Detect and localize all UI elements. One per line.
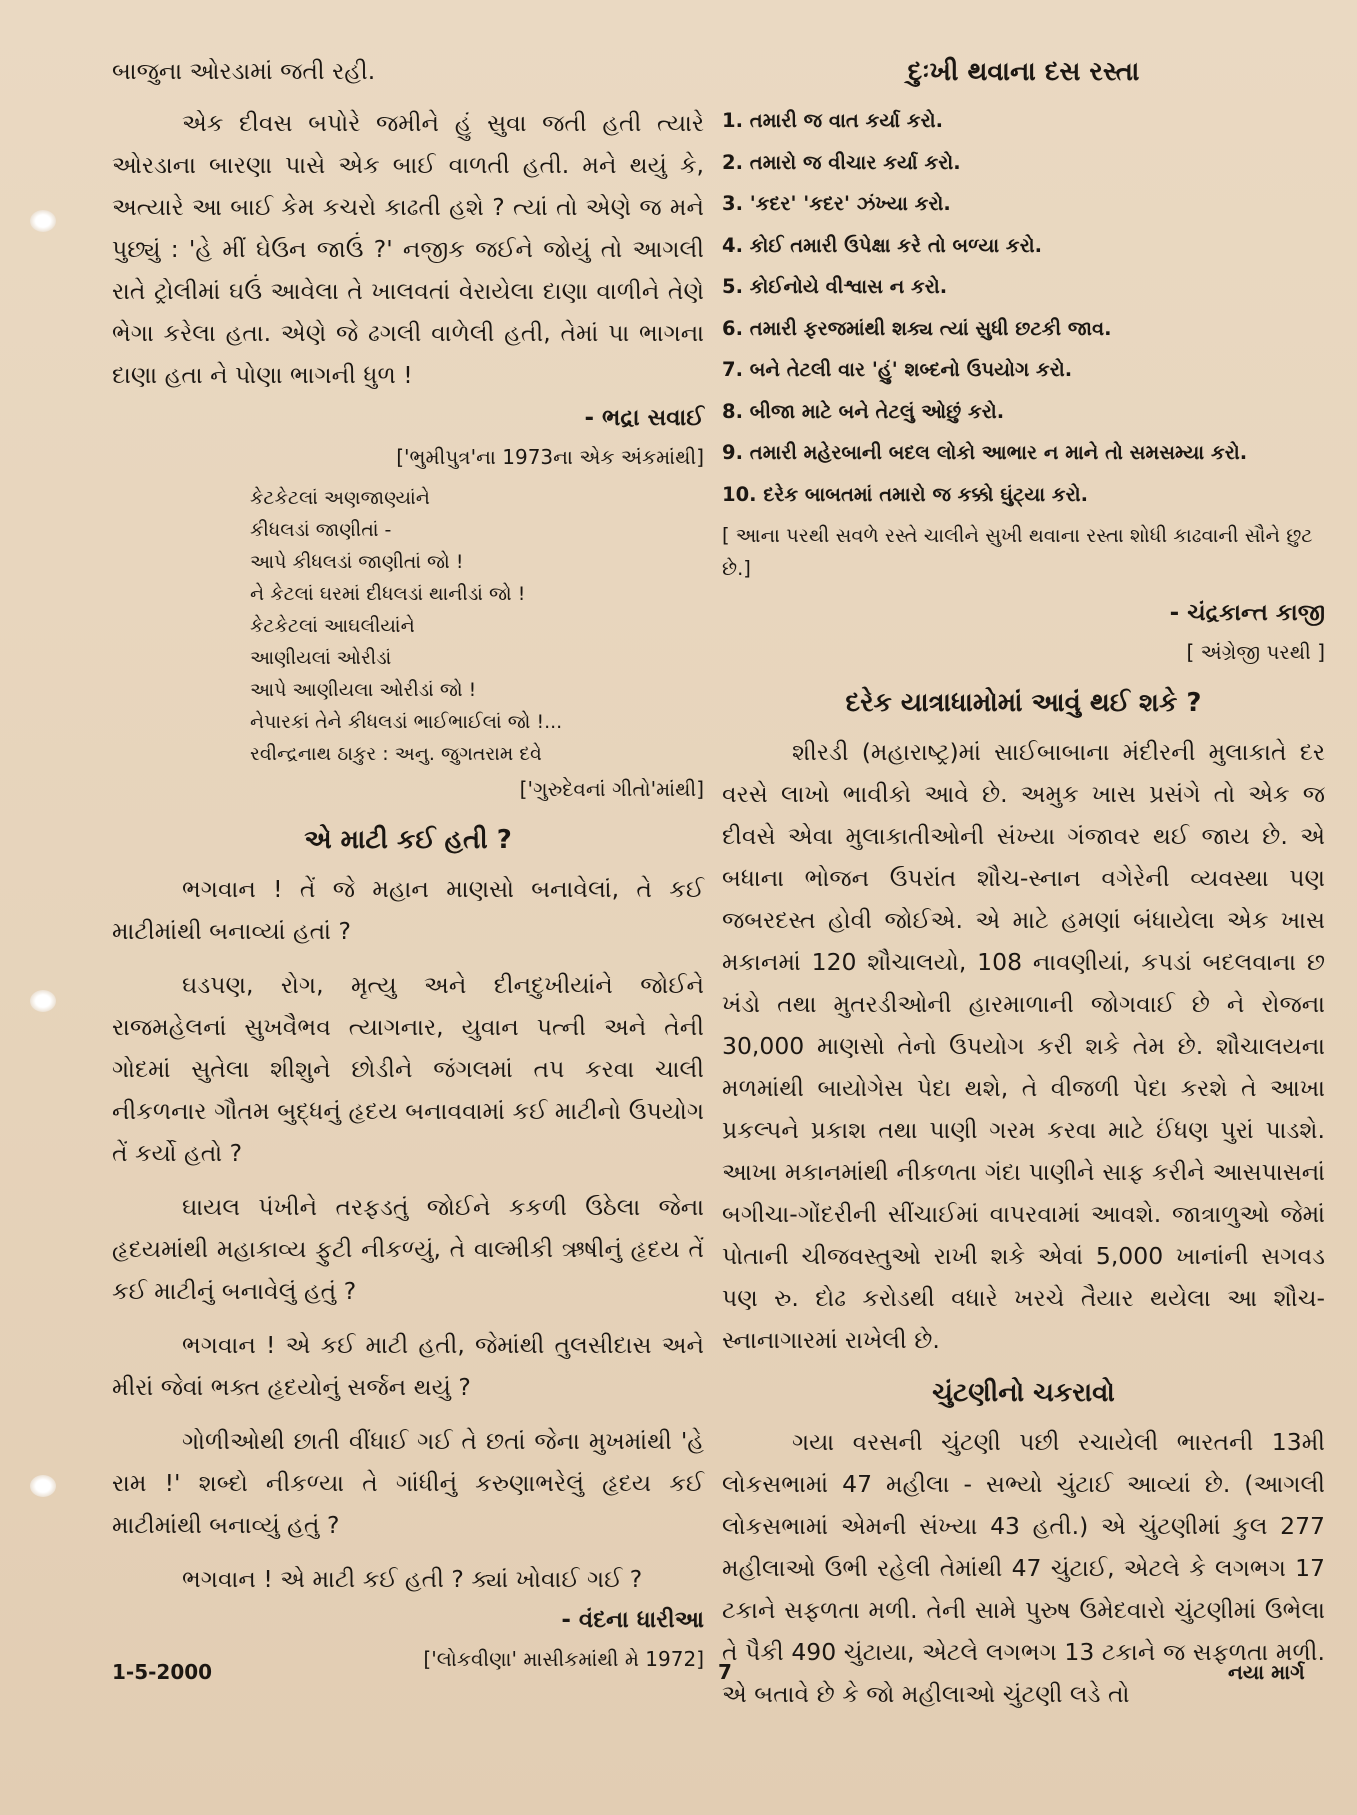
- list-item: 6. તમારી ફરજમાંથી શક્ય ત્યાં સુધી છટકી જાવ.: [722, 316, 1112, 340]
- list-item: 2. તમારો જ વીચાર કર્યા કરો.: [722, 150, 961, 174]
- paragraph: ઘાયલ પંખીને તરફડતું જોઈને કકળી ઉઠેલા જેના હૃદયમાંથી મહાકાવ્ય ફુટી નીકળ્યું, તે વાલ્મીકી ઋષીનું હૃદય તેં કઈ માટીનું બનાવેલું હતું ?: [112, 1193, 704, 1305]
- paragraph: ગયા વરસની ચુંટણી પછી રચાયેલી ભારતની 13મી લોકસભામાં 47 મહીલા - સભ્યો ચુંટાઈ આવ્યાં છે. (આગલી લોકસભામાં એમની સંખ્યા 43 હતી.) એ ચુંટણીમાં કુલ 277 મહીલાઓ ઉભી રહેલી તેમાંથી 47 ચુંટાઈ, એટલે કે લગભગ 17 ટકાને સફળતા મળી. તેની સામે પુરુષ ઉમેદવારો ચુંટણીમાં ઉભેલા તે પૈકી 490 ચુંટાયા, એટલે લગભગ 13 ટકાને જ સફળતા મળી. એ બતાવે છે કે જો મહીલાઓ ચુંટણી લડે તો: [722, 1428, 1325, 1708]
- section-heading: એ માટી કઈ હતી ?: [304, 825, 512, 855]
- poem-line: ને કેટલાં ઘરમાં દીધલડાં થાનીડાં જો !: [250, 583, 526, 605]
- poem-credit: રવીન્દ્રનાથ ઠાકુર : અનુ. જુગતરામ દવે: [250, 743, 542, 765]
- poem-line: આપે કીધલડાં જાણીતાં જો !: [250, 551, 464, 573]
- paragraph: ગોળીઓથી છાતી વીંધાઈ ગઈ તે છતાં જેના મુખમાંથી 'હે રામ !' શબ્દો નીકળ્યા તે ગાંધીનું કરુણાભરેલું હૃદય કઈ માટીમાંથી બનાવ્યું હતું ?: [112, 1427, 704, 1539]
- list-item: 7. બને તેટલી વાર 'હું' શબ્દનો ઉપયોગ કરો.: [722, 358, 1073, 381]
- section-heading: દરેક યાત્રાધામોમાં આવું થઈ શકે ?: [845, 688, 1202, 718]
- list-source: [ અંગ્રેજી પરથી ]: [1186, 640, 1325, 664]
- list-item: 9. તમારી મહેરબાની બદલ લોકો આભાર ન માને તો સમસમ્યા કરો.: [722, 441, 1248, 464]
- paragraph: ભગવાન ! એ કઈ માટી હતી, જેમાંથી તુલસીદાસ અને મીરાં જેવાં ભક્ત હૃદયોનું સર્જન થયું ?: [112, 1331, 704, 1401]
- section-heading: દુઃખી થવાના દસ રસ્તા: [907, 57, 1140, 87]
- poem-line: આણીયલાં ઓરીડાં: [250, 647, 392, 669]
- list-item: 4. કોઈ તમારી ઉપેક્ષા કરે તો બળ્યા કરો.: [722, 233, 1043, 257]
- list-item: 8. બીજા માટે બને તેટલું ઓછું કરો.: [722, 399, 1005, 423]
- list-note: [ આના પરથી સવળે રસ્તે ચાલીને સુખી થવાના રસ્તા શોધી કાઢવાની સૌને છુટ છે.]: [722, 524, 1313, 580]
- right-column: [722, 50, 1325, 1715]
- poem-line: કેટકેટલાં અણજાણ્યાંને: [250, 487, 430, 509]
- poem-line: કેટકેટલાં આઘલીયાંને: [250, 615, 415, 637]
- list-item: 1. તમારી જ વાત કર્યા કરો.: [722, 109, 943, 132]
- punch-hole: [30, 1475, 56, 1497]
- poem-source: ['ગુરુદેવનાં ગીતો'માંથી]: [519, 777, 704, 801]
- poem-line: આપે આણીયલા ઓરીડાં જો !: [250, 679, 477, 701]
- paragraph: શીરડી (મહારાષ્ટ્ર)માં સાઈબાબાના મંદીરની મુલાકાતે દર વરસે લાખો ભાવીકો આવે છે. અમુક ખાસ પ્રસંગે તો એક જ દીવસે એવા મુલાકાતીઓની સંખ્યા ગંજાવર થઈ જાય છે. એ બધાના ભોજન ઉપરાંત શૌચ-સ્નાન વગેરેની વ્યવસ્થા પણ જબરદસ્ત હોવી જોઈએ. એ માટે હમણાં બંધાયેલા એક ખાસ મકાનમાં 120 શૌચાલયો, 108 નાવણીયાં, કપડાં બદલવાના છ ખંડો તથા મુતરડીઓની હારમાળાની જોગવાઈ છે ને રોજના 30,000 માણસો તેનો ઉપયોગ કરી શકે તેમ છે. શૌચાલયના મળમાંથી બાયોગેસ પેદા થશે, તે વીજળી પેદા કરશે તે આખા પ્રકલ્પને પ્રકાશ તથા પાણી ગરમ કરવા માટે ઈંધણ પુરાં પાડશે. આખા મકાનમાંથી નીકળતા ગંદા પાણીને સાફ કરીને આસપાસનાં બગીચા-ગોંદરીની સીંચાઈમાં વાપરવામાં આવશે. જાત્રાળુઓ જેમાં પોતાની ચીજવસ્તુઓ રાખી શકે એવાં 5,000 ખાનાંની સગવડ પણ રુ. દોઢ કરોડથી વધારે ખરચે તૈયાર થયેલા આ શૌચ-સ્નાનાગારમાં રાખેલી છે.: [722, 738, 1325, 1354]
- magazine-name: નયા માર્ગ: [1228, 1660, 1305, 1684]
- source-citation: ['લોકવીણા' માસીકમાંથી મે 1972]: [423, 1647, 704, 1671]
- poem-line: નેપારકાં તેને કીધલડાં ભાઈભાઈલાં જો !...: [250, 711, 563, 733]
- poem: [250, 482, 704, 770]
- story-source: ['ભુમીપુત્ર'ના 1973ના એક અંકમાંથી]: [396, 445, 704, 469]
- poem-line: કીધલડાં જાણીતાં -: [250, 519, 392, 541]
- intro-line: બાજુના ઓરડામાં જતી રહી.: [112, 57, 376, 85]
- list-author: - ચંદ્રકાન્ત કાજી: [1169, 600, 1325, 626]
- list-item: 5. કોઈનોયે વીશ્વાસ ન કરો.: [722, 275, 948, 298]
- footer-date: 1-5-2000: [112, 1660, 213, 1684]
- punch-hole: [30, 990, 56, 1012]
- punch-hole: [30, 210, 56, 232]
- section-heading: ચુંટણીનો ચકરાવો: [932, 1378, 1115, 1408]
- paragraph: ભગવાન ! તેં જે મહાન માણસો બનાવેલાં, તે કઈ માટીમાંથી બનાવ્યાં હતાં ?: [112, 875, 704, 945]
- story-paragraph: એક દીવસ બપોરે જમીને હું સુવા જતી હતી ત્યારે ઓરડાના બારણા પાસે એક બાઈ વાળતી હતી. મને થયું કે, અત્યારે આ બાઈ કેમ કચરો કાઢતી હશે ? ત્યાં તો એણે જ મને પુછ્યું : 'હે મીં ઘેઉન જાઉં ?' નજીક જઈને જોયું તો આગલી રાતે ટ્રોલીમાં ઘઉં આવેલા તે ખાલવતાં વેરાયેલા દાણા વાળીને તેણે ભેગા કરેલા હતા. એણે જે ઢગલી વાળેલી હતી, તેમાં પા ભાગના દાણા હતા ને પોણા ભાગની ધુળ !: [112, 109, 704, 389]
- paragraph: ભગવાન ! એ માટી કઈ હતી ? ક્યાં ખોવાઈ ગઈ ?: [182, 1565, 643, 1593]
- story-author: - ભદ્રા સવાઈ: [584, 405, 704, 431]
- paragraph: ઘડપણ, રોગ, મૃત્યુ અને દીનદુખીયાંને જોઈને રાજમહેલનાં સુખવૈભવ ત્યાગનાર, યુવાન પત્ની અને તેની ગોદમાં સુતેલા શીશુને છોડીને જંગલમાં તપ કરવા ચાલી નીકળનાર ગૌતમ બુદ્ધનું હૃદય બનાવવામાં કઈ માટીનો ઉપયોગ તેં કર્યો હતો ?: [112, 971, 704, 1167]
- list-item: 10. દરેક બાબતમાં તમારો જ કક્કો ઘુંટ્યા કરો.: [722, 482, 1089, 506]
- author-signature: - વંદના ધારીઆ: [561, 1607, 704, 1633]
- list-item: 3. 'કદર' 'કદર' ઝંખ્યા કરો.: [722, 192, 951, 215]
- left-column: [112, 50, 704, 1678]
- page-number: 7: [718, 1660, 732, 1684]
- numbered-list: [722, 100, 1325, 515]
